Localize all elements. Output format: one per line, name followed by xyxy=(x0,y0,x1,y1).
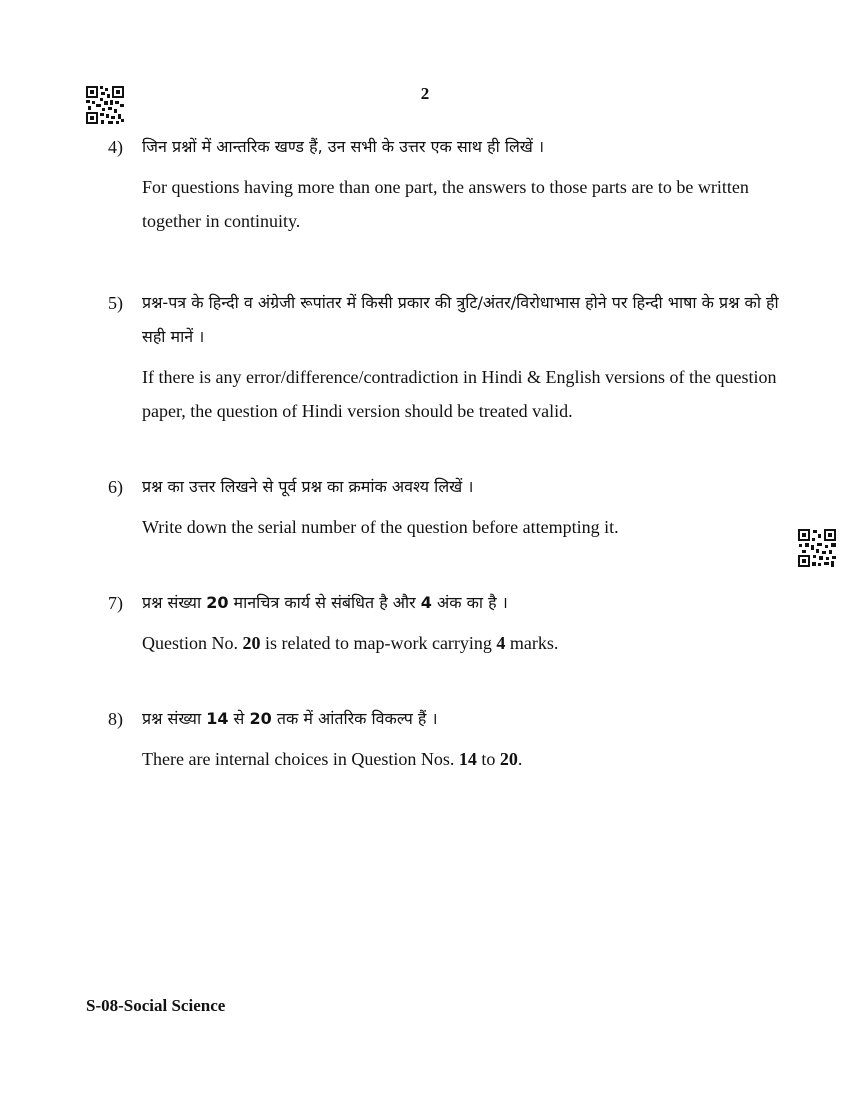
english-text: If there is any error/difference/contradiction in Hindi & English versions of the question paper, the question of Hindi version should be treated valid. xyxy=(142,367,777,421)
instructions-list xyxy=(100,130,780,776)
instruction-item xyxy=(100,586,780,660)
english-text: Question No. 20 is related to map-work carrying 4 marks. xyxy=(142,633,559,653)
qr-code-icon xyxy=(798,529,836,567)
page-number: 2 xyxy=(420,84,430,103)
item-number: 7) xyxy=(108,593,123,613)
hindi-text: प्रश्न संख्या 14 से 20 तक में आंतरिक विकल्प हैं । xyxy=(142,709,438,728)
english-text: For questions having more than one part, the answers to those parts are to be written together in continuity. xyxy=(142,177,749,231)
item-number: 4) xyxy=(108,137,123,157)
page-footer: S-08-Social Science xyxy=(86,996,226,1015)
english-text: Write down the serial number of the question before attempting it. xyxy=(142,517,619,537)
hindi-text: प्रश्न का उत्तर लिखने से पूर्व प्रश्न का क्रमांक अवश्य लिखें । xyxy=(142,477,474,496)
item-number: 6) xyxy=(108,477,123,497)
hindi-text: प्रश्न-पत्र के हिन्दी व अंग्रेजी रूपांतर में किसी प्रकार की त्रुटि/अंतर/विरोधाभास होने पर हिन्दी भाषा के प्रश्न को ही सही मानें । xyxy=(142,293,779,346)
instruction-item xyxy=(100,130,780,238)
instruction-item xyxy=(100,470,780,544)
qr-code-icon xyxy=(86,86,124,124)
instruction-item xyxy=(100,286,780,428)
english-text: There are internal choices in Question Nos. 14 to 20. xyxy=(142,749,523,769)
hindi-text: जिन प्रश्नों में आन्तरिक खण्ड हैं, उन सभी के उत्तर एक साथ ही लिखें । xyxy=(142,137,545,156)
instruction-item xyxy=(100,702,780,776)
hindi-text: प्रश्न संख्या 20 मानचित्र कार्य से संबंधित है और 4 अंक का है । xyxy=(142,593,508,612)
item-number: 8) xyxy=(108,709,123,729)
item-number: 5) xyxy=(108,293,123,313)
